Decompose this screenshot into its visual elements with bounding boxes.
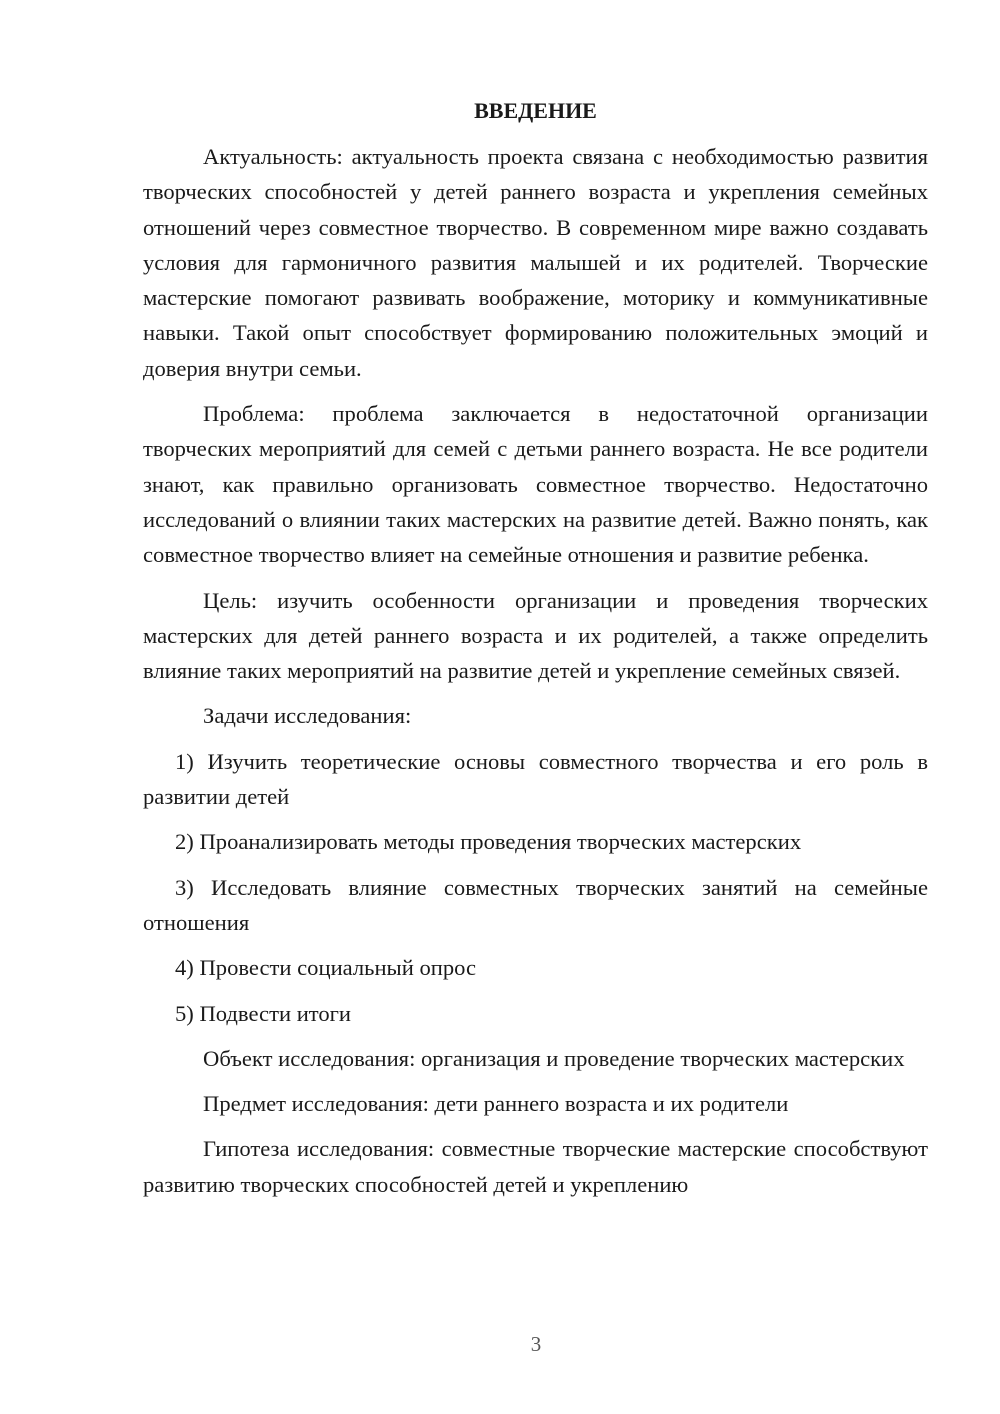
document-body bbox=[143, 94, 928, 1212]
section-heading: ВВЕДЕНИЕ bbox=[474, 98, 597, 123]
page-number: 3 bbox=[530, 1332, 542, 1356]
task-item: 3) Исследовать влияние совместных творческих занятий на семейные отношения bbox=[143, 874, 928, 935]
task-item: 2) Проанализировать методы проведения творческих мастерских bbox=[175, 829, 802, 855]
task-item: 5) Подвести итоги bbox=[175, 1000, 352, 1026]
paragraph-tasks-title: Задачи исследования: bbox=[203, 703, 412, 729]
paragraph-goal: Цель: изучить особенности организации и проведения творческих мастерских для детей раннего возраста и их родителей, а также определить влияние таких мероприятий на развитие детей и укрепление семейных связей. bbox=[143, 587, 928, 684]
paragraph-hypothesis: Гипотеза исследования: совместные творческие мастерские способствуют развитию творческих способностей детей и укреплению bbox=[143, 1136, 928, 1197]
paragraph-object: Объект исследования: организация и проведение творческих мастерских bbox=[203, 1045, 905, 1071]
paragraph-subject: Предмет исследования: дети раннего возраста и их родители bbox=[203, 1091, 789, 1117]
paragraph-relevance: Актуальность: актуальность проекта связана с необходимостью развития творческих способностей у детей раннего возраста и укрепления семейных отношений через совместное творчество. В современном мире важно создавать условия для гармоничного развития малышей и их родителей. Творческие мастерские помогают развивать воображение, моторику и коммуникативные навыки. Такой опыт способствует формированию положительных эмоций и доверия внутри семьи. bbox=[143, 144, 928, 381]
task-item: 4) Провести социальный опрос bbox=[175, 955, 477, 981]
paragraph-problem: Проблема: проблема заключается в недостаточной организации творческих мероприятий для семей с детьми раннего возраста. Не все родители знают, как правильно организовать совместное творчество. Недостаточно исследований о влиянии таких мастерских на развитие детей. Важно понять, как совместное творчество влияет на семейные отношения и развитие ребенка. bbox=[143, 401, 928, 568]
task-item: 1) Изучить теоретические основы совместного творчества и его роль в развитии детей bbox=[143, 748, 928, 810]
